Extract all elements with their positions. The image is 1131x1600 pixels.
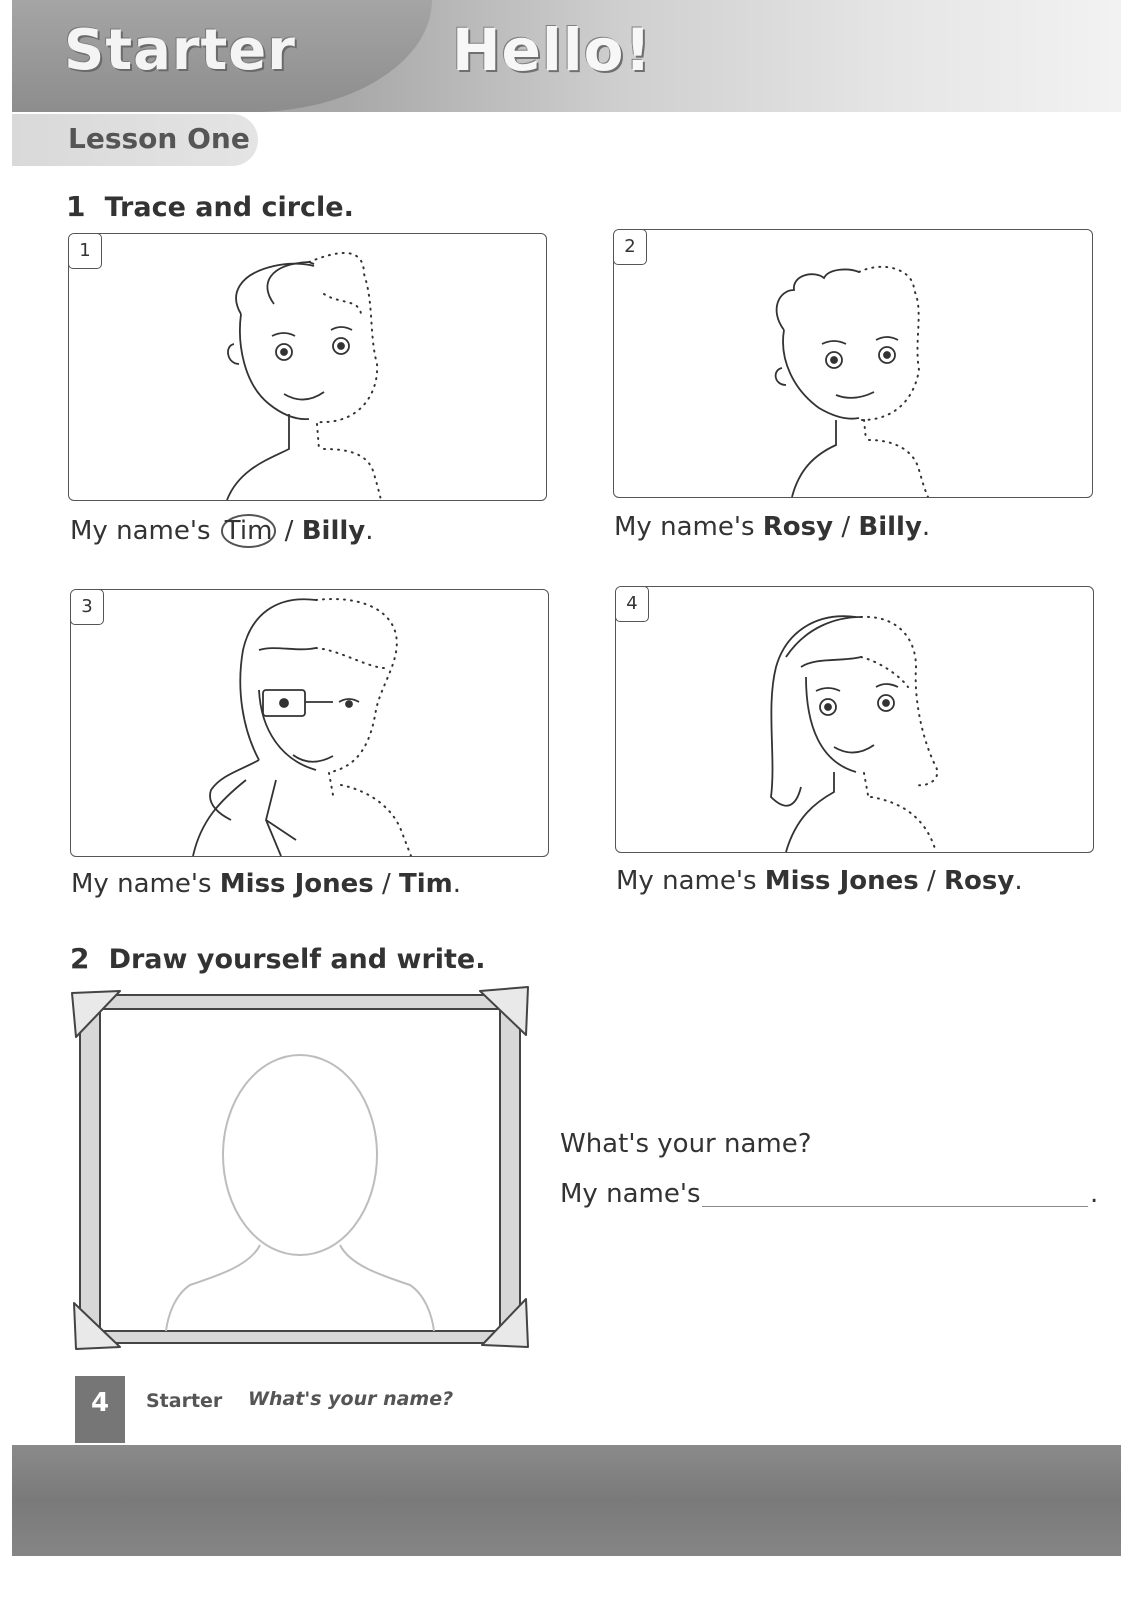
girl-headband-portrait-drawing [616, 587, 1093, 852]
exercise-1-title: Trace and circle. [104, 192, 354, 223]
option-a[interactable]: Miss Jones [219, 869, 374, 899]
picture-panel-3 [70, 589, 549, 857]
option-a[interactable]: Rosy [762, 512, 834, 542]
boy-portrait-drawing [69, 234, 546, 500]
girl-portrait-drawing [614, 230, 1092, 497]
sentence-2: My name's Rosy / Billy. [614, 512, 931, 542]
exercise-2-heading [70, 942, 486, 975]
photo-frame-drawing [70, 985, 530, 1355]
sentence-3: My name's Miss Jones / Tim. [71, 869, 462, 899]
option-a[interactable]: Miss Jones [764, 866, 919, 896]
sentence-1: My name's Tim / Billy. [70, 516, 374, 546]
picture-panel-2 [613, 229, 1093, 498]
exercise-1-number: 1 [66, 190, 86, 223]
question-text: What's your name? [560, 1129, 812, 1159]
option-b[interactable]: Tim [399, 869, 453, 899]
footer-lesson-title: What's your name? [248, 1388, 454, 1410]
name-write-line[interactable] [702, 1182, 1088, 1207]
sentence-4: My name's Miss Jones / Rosy. [616, 866, 1023, 896]
circled-answer[interactable]: Tim [221, 514, 277, 548]
picture-panel-4 [615, 586, 1094, 853]
option-b[interactable]: Billy [301, 516, 366, 546]
lesson-label: Lesson One [68, 122, 250, 155]
exercise-2-number: 2 [70, 942, 90, 975]
panel-number: 2 [613, 229, 647, 265]
drawing-frame[interactable] [70, 985, 530, 1355]
unit-title: Starter [64, 18, 296, 83]
exercise-2-title: Draw yourself and write. [108, 944, 486, 975]
option-b[interactable]: Rosy [944, 866, 1015, 896]
unit-heading: Hello! [452, 16, 652, 84]
panel-number: 4 [615, 586, 649, 622]
footer-unit: Starter [146, 1390, 223, 1412]
exercise-1-heading [66, 190, 354, 223]
picture-panel-1 [68, 233, 547, 501]
footer-band [12, 1445, 1121, 1556]
teacher-portrait-drawing [71, 590, 548, 856]
option-b[interactable]: Billy [858, 512, 922, 542]
answer-end: . [1090, 1179, 1099, 1209]
answer-prefix: My name's [560, 1179, 701, 1209]
panel-number: 1 [68, 233, 102, 269]
panel-number: 3 [70, 589, 104, 625]
page-number: 4 [90, 1388, 110, 1418]
